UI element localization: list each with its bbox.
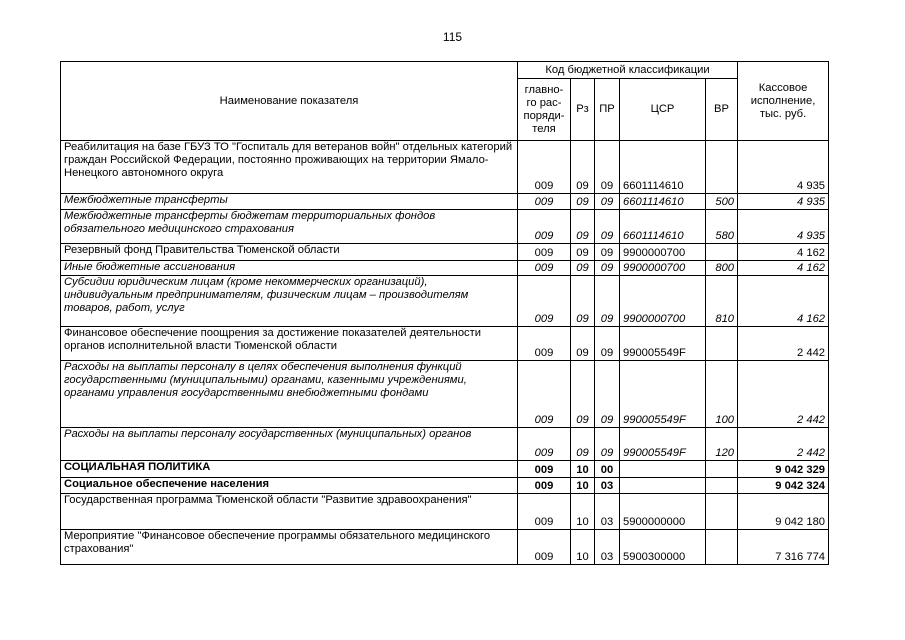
cell-subsection: 09 <box>595 428 620 461</box>
table-row <box>61 461 829 478</box>
cell-main-administrator: 009 <box>518 141 571 194</box>
cell-cash-execution: 9 042 324 <box>738 478 829 494</box>
cell-indicator-name: Иные бюджетные ассигнования <box>61 261 518 276</box>
cell-main-administrator: 009 <box>518 361 571 428</box>
cell-expense-type: 120 <box>706 428 738 461</box>
cell-section: 09 <box>571 210 595 244</box>
table-row <box>61 276 829 327</box>
table-row <box>61 361 829 428</box>
cell-main-administrator: 009 <box>518 244 571 261</box>
cell-indicator-name: Государственная программа Тюменской области "Развитие здравоохранения" <box>61 494 518 530</box>
table-row <box>61 210 829 244</box>
cell-subsection: 09 <box>595 276 620 327</box>
cell-section: 09 <box>571 244 595 261</box>
header-target-article: ЦСР <box>620 79 706 141</box>
cell-target-article: 6601114610 <box>620 210 706 244</box>
cell-subsection: 09 <box>595 210 620 244</box>
cell-section: 10 <box>571 478 595 494</box>
cell-section: 09 <box>571 327 595 361</box>
cell-section: 09 <box>571 194 595 210</box>
header-main-administrator: главно-го рас-поряди-теля <box>518 79 571 141</box>
cell-target-article: 990005549F <box>620 361 706 428</box>
cell-cash-execution: 9 042 180 <box>738 494 829 530</box>
table-row <box>61 478 829 494</box>
cell-indicator-name: Расходы на выплаты персоналу в целях обеспечения выполнения функций государственными (муниципальными) органами, казенными учреждениями, органами управления государственными внебюджетными фондами <box>61 361 518 428</box>
cell-cash-execution: 2 442 <box>738 428 829 461</box>
cell-section: 09 <box>571 428 595 461</box>
cell-indicator-name: Финансовое обеспечение поощрения за достижение показателей деятельности органов исполнительной власти Тюменской области <box>61 327 518 361</box>
cell-indicator-name: Реабилитация на базе ГБУЗ ТО "Госпиталь для ветеранов войн" отдельных категорий граждан Российской Федерации, постоянно проживающих на территории Ямало-Ненецкого автономного округа <box>61 141 518 194</box>
cell-main-administrator: 009 <box>518 276 571 327</box>
cell-target-article: 9900000700 <box>620 244 706 261</box>
cell-cash-execution: 4 935 <box>738 210 829 244</box>
cell-subsection: 03 <box>595 530 620 565</box>
cell-expense-type: 500 <box>706 194 738 210</box>
header-budget-classification-code: Код бюджетной классификации <box>518 62 738 79</box>
cell-indicator-name: Мероприятие "Финансовое обеспечение программы обязательного медицинского страхования" <box>61 530 518 565</box>
cell-main-administrator: 009 <box>518 210 571 244</box>
cell-expense-type: 100 <box>706 361 738 428</box>
table-row <box>61 494 829 530</box>
cell-main-administrator: 009 <box>518 461 571 478</box>
cell-target-article: 990005549F <box>620 428 706 461</box>
cell-expense-type <box>706 244 738 261</box>
cell-section: 10 <box>571 494 595 530</box>
cell-expense-type: 810 <box>706 276 738 327</box>
cell-main-administrator: 009 <box>518 494 571 530</box>
table-row <box>61 261 829 276</box>
cell-indicator-name: Субсидии юридическим лицам (кроме некоммерческих организаций), индивидуальным предпринимателям, физическим лицам – производителям товаров, работ, услуг <box>61 276 518 327</box>
cell-subsection: 09 <box>595 244 620 261</box>
cell-main-administrator: 009 <box>518 194 571 210</box>
cell-expense-type <box>706 478 738 494</box>
cell-indicator-name: СОЦИАЛЬНАЯ ПОЛИТИКА <box>61 461 518 478</box>
header-indicator-name: Наименование показателя <box>61 62 518 141</box>
cell-target-article: 6601114610 <box>620 141 706 194</box>
cell-indicator-name: Расходы на выплаты персоналу государственных (муниципальных) органов <box>61 428 518 461</box>
cell-cash-execution: 2 442 <box>738 327 829 361</box>
cell-target-article: 9900000700 <box>620 261 706 276</box>
cell-target-article <box>620 461 706 478</box>
cell-indicator-name: Межбюджетные трансферты <box>61 194 518 210</box>
header-expense-type: ВР <box>706 79 738 141</box>
cell-cash-execution: 4 162 <box>738 261 829 276</box>
cell-target-article: 990005549F <box>620 327 706 361</box>
cell-subsection: 03 <box>595 494 620 530</box>
cell-cash-execution: 9 042 329 <box>738 461 829 478</box>
cell-subsection: 09 <box>595 194 620 210</box>
cell-section: 10 <box>571 461 595 478</box>
cell-expense-type <box>706 530 738 565</box>
table-row <box>61 530 829 565</box>
header-subsection: ПР <box>595 79 620 141</box>
cell-section: 10 <box>571 530 595 565</box>
cell-subsection: 09 <box>595 141 620 194</box>
table-row <box>61 428 829 461</box>
cell-subsection: 00 <box>595 461 620 478</box>
table-row <box>61 244 829 261</box>
table-row <box>61 194 829 210</box>
cell-expense-type: 800 <box>706 261 738 276</box>
cell-cash-execution: 7 316 774 <box>738 530 829 565</box>
cell-cash-execution: 2 442 <box>738 361 829 428</box>
cell-expense-type <box>706 494 738 530</box>
cell-subsection: 09 <box>595 261 620 276</box>
cell-cash-execution: 4 162 <box>738 244 829 261</box>
cell-section: 09 <box>571 141 595 194</box>
header-section: Рз <box>571 79 595 141</box>
page-number: 115 <box>442 30 463 44</box>
cell-section: 09 <box>571 276 595 327</box>
budget-execution-table <box>60 61 829 565</box>
header-cash-execution: Кассовое исполнение, тыс. руб. <box>738 62 829 141</box>
cell-target-article: 6601114610 <box>620 194 706 210</box>
cell-expense-type: 580 <box>706 210 738 244</box>
table-body <box>61 141 829 565</box>
cell-expense-type <box>706 141 738 194</box>
cell-subsection: 03 <box>595 478 620 494</box>
table-row <box>61 141 829 194</box>
table-row <box>61 327 829 361</box>
cell-cash-execution: 4 935 <box>738 141 829 194</box>
cell-target-article: 5900300000 <box>620 530 706 565</box>
cell-subsection: 09 <box>595 327 620 361</box>
cell-main-administrator: 009 <box>518 530 571 565</box>
cell-cash-execution: 4 162 <box>738 276 829 327</box>
cell-subsection: 09 <box>595 361 620 428</box>
cell-main-administrator: 009 <box>518 261 571 276</box>
cell-cash-execution: 4 935 <box>738 194 829 210</box>
cell-target-article <box>620 478 706 494</box>
cell-indicator-name: Межбюджетные трансферты бюджетам территориальных фондов обязательного медицинского страхования <box>61 210 518 244</box>
cell-target-article: 9900000700 <box>620 276 706 327</box>
cell-main-administrator: 009 <box>518 478 571 494</box>
cell-indicator-name: Резервный фонд Правительства Тюменской области <box>61 244 518 261</box>
cell-section: 09 <box>571 261 595 276</box>
cell-expense-type <box>706 461 738 478</box>
cell-section: 09 <box>571 361 595 428</box>
cell-main-administrator: 009 <box>518 428 571 461</box>
cell-indicator-name: Социальное обеспечение населения <box>61 478 518 494</box>
cell-target-article: 5900000000 <box>620 494 706 530</box>
table-header <box>61 62 829 141</box>
cell-main-administrator: 009 <box>518 327 571 361</box>
cell-expense-type <box>706 327 738 361</box>
